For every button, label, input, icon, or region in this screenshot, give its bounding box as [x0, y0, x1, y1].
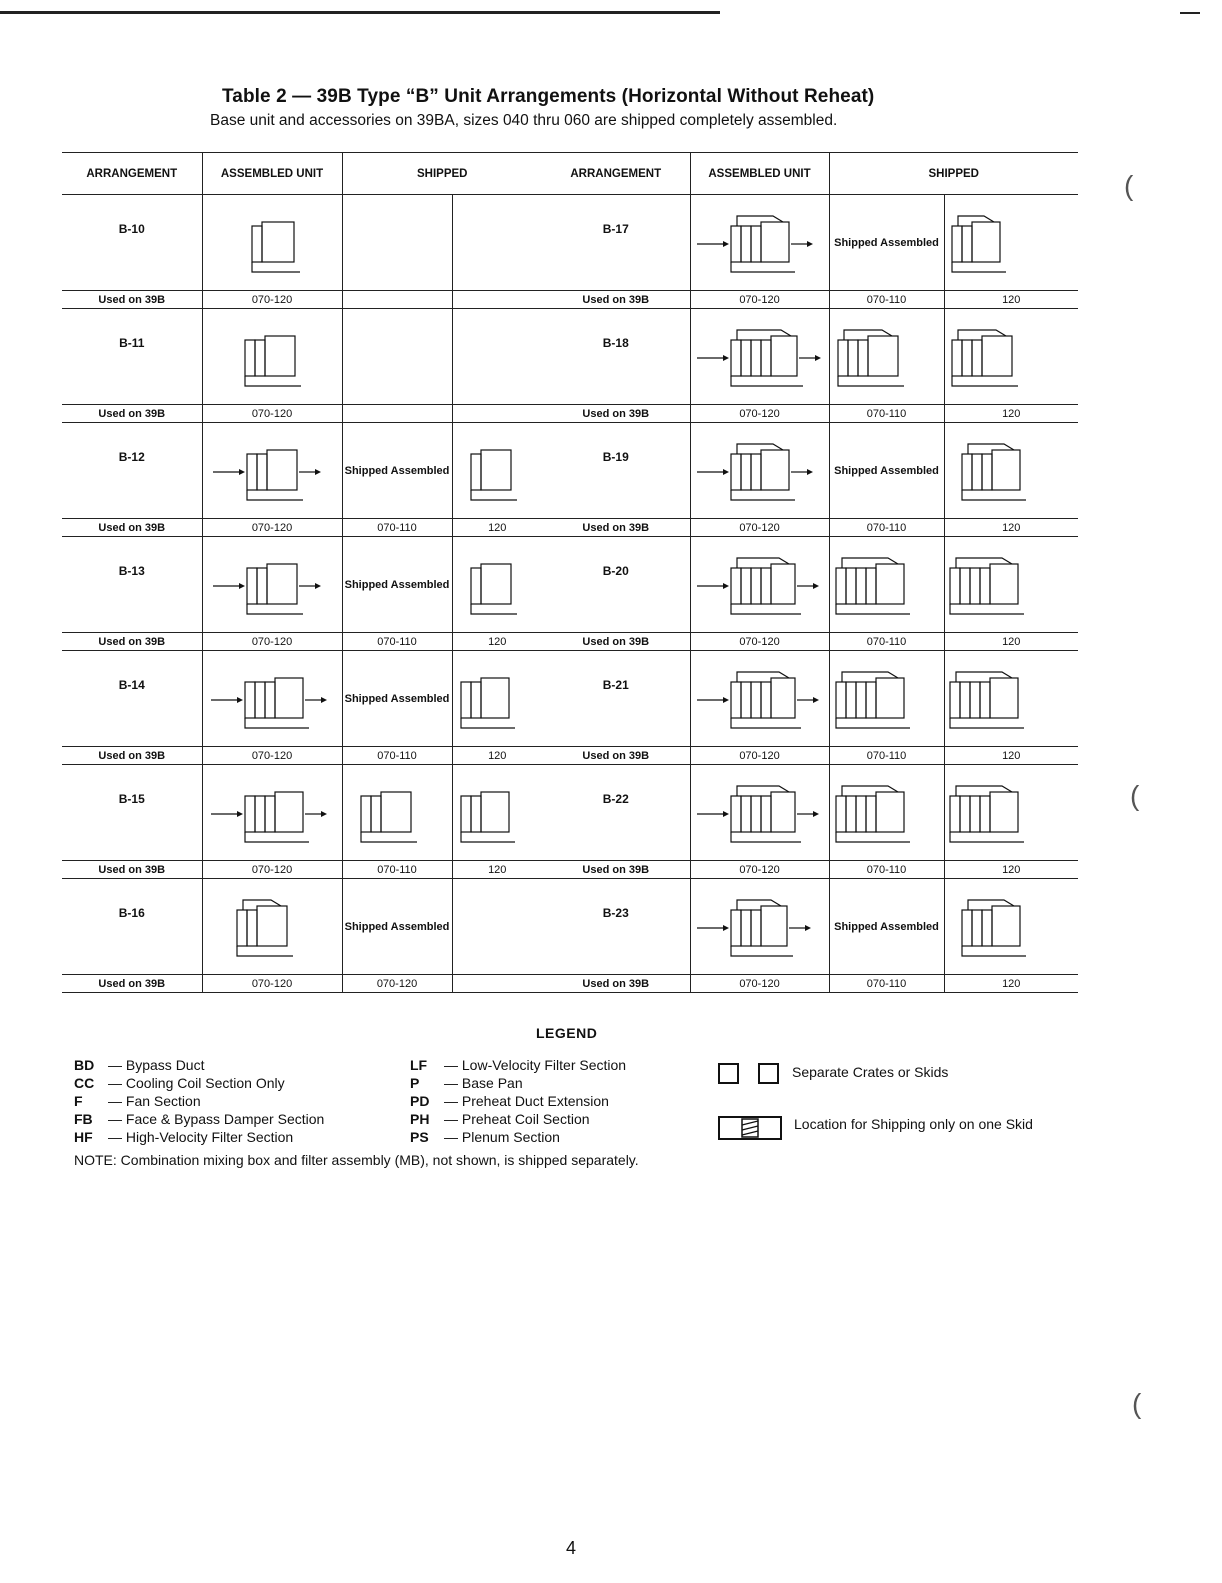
arrangement-code: B-21 [602, 677, 629, 692]
shipped-range-2: 120 [944, 975, 1078, 993]
assembled-range: 070-120 [690, 519, 829, 537]
arrangement-code-cell [542, 309, 690, 405]
arrangement-code: B-23 [602, 905, 629, 920]
legend-description: — High-Velocity Filter Section [108, 1129, 294, 1145]
arrangement-code: B-14 [118, 677, 145, 692]
arrangement-code-cell [62, 879, 202, 975]
arrangement-code: B-13 [118, 563, 145, 578]
used-on-row [62, 405, 542, 423]
arrangement-code: B-15 [118, 791, 145, 806]
shipped-range-1: 070-110 [342, 861, 452, 879]
header-shipped: SHIPPED [342, 153, 542, 195]
header-assembled-unit: ASSEMBLED UNIT [202, 153, 342, 195]
assembled-range: 070-120 [690, 975, 829, 993]
shipped-assembled-note: Shipped Assembled [344, 464, 450, 477]
shipped-cell-1 [342, 879, 452, 975]
shipped-range-1: 070-110 [829, 291, 944, 309]
legend-item [74, 1056, 324, 1074]
assembled-unit-diagram-cell [690, 537, 829, 633]
assembled-unit-diagram-cell [690, 309, 829, 405]
separate-crates-label: Separate Crates or Skids [792, 1064, 949, 1080]
legend-item [74, 1092, 324, 1110]
header-arrangement: ARRANGEMENT [542, 153, 690, 195]
arrangement-diagram-row [542, 537, 1078, 633]
unit-schematic-diagram [207, 432, 337, 510]
unit-schematic-diagram [946, 204, 1076, 282]
shipped-range-2: 120 [452, 519, 542, 537]
shipped-assembled-note: Shipped Assembled [344, 578, 450, 591]
unit-schematic-diagram [207, 204, 337, 282]
assembled-unit-diagram-cell [690, 423, 829, 519]
arrangement-code: B-11 [119, 335, 145, 350]
legend-description: — Fan Section [108, 1093, 201, 1109]
legend-column-1 [74, 1056, 324, 1146]
shipped-assembled-note: Shipped Assembled [344, 692, 450, 705]
assembled-unit-diagram-cell [202, 195, 342, 291]
shipped-range-2: 120 [452, 747, 542, 765]
unit-schematic-diagram [695, 432, 825, 510]
shipped-cell-2 [452, 651, 542, 747]
used-on-row [62, 291, 542, 309]
assembled-range: 070-120 [202, 633, 342, 651]
legend-item [74, 1110, 324, 1128]
unit-schematic-diagram [347, 774, 447, 852]
legend-item [410, 1092, 626, 1110]
header-arrangement: ARRANGEMENT [62, 153, 202, 195]
legend-key: PH [410, 1111, 430, 1127]
used-label: Used on 39B [62, 861, 202, 879]
unit-schematic-diagram [207, 546, 337, 624]
unit-schematic-diagram [695, 546, 825, 624]
used-on-row [62, 633, 542, 651]
right-table-body [542, 195, 1078, 993]
unit-schematic-diagram [946, 888, 1076, 966]
shipped-range-2: 120 [452, 861, 542, 879]
shipped-range-2: 120 [452, 633, 542, 651]
legend-description: — Bypass Duct [108, 1057, 205, 1073]
assembled-range: 070-120 [202, 519, 342, 537]
shipped-range-1 [342, 291, 452, 309]
legend-title: LEGEND [536, 1025, 598, 1041]
legend-description: — Plenum Section [444, 1129, 560, 1145]
arrangement-diagram-row [62, 309, 542, 405]
assembled-range: 070-120 [202, 975, 342, 993]
unit-schematic-diagram [832, 318, 942, 396]
assembled-unit-diagram-cell [202, 309, 342, 405]
assembled-range: 070-120 [690, 291, 829, 309]
shipped-cell-2 [452, 537, 542, 633]
shipped-range-2: 120 [944, 405, 1078, 423]
unit-schematic-diagram [946, 432, 1076, 510]
used-label: Used on 39B [542, 405, 690, 423]
used-on-row [542, 405, 1078, 423]
shipped-cell-2 [944, 195, 1078, 291]
legend-key: BD [74, 1057, 95, 1073]
shipped-assembled-note: Shipped Assembled [834, 464, 939, 477]
legend-description: — Cooling Coil Section Only [108, 1075, 285, 1091]
unit-schematic-diagram [207, 318, 337, 396]
shipped-cell-1 [342, 423, 452, 519]
used-label: Used on 39B [62, 291, 202, 309]
shipped-cell-2 [452, 765, 542, 861]
arrangement-code-cell [62, 765, 202, 861]
assembled-unit-diagram-cell [690, 651, 829, 747]
shipped-range-2: 120 [944, 861, 1078, 879]
shipped-range-1: 070-110 [829, 747, 944, 765]
arrangement-diagram-row [62, 423, 542, 519]
shipped-assembled-note: Shipped Assembled [834, 920, 939, 933]
used-label: Used on 39B [62, 633, 202, 651]
arrangement-diagram-row [62, 195, 542, 291]
arrangement-code-cell [62, 651, 202, 747]
legend-item [74, 1074, 324, 1092]
legend-item [74, 1128, 324, 1146]
shipped-range-2 [452, 405, 542, 423]
unit-schematic-diagram [695, 204, 825, 282]
unit-schematic-diagram [207, 660, 337, 738]
arrangement-code-cell [542, 651, 690, 747]
legend-key: P [410, 1075, 420, 1091]
used-label: Used on 39B [542, 633, 690, 651]
legend-key: HF [74, 1129, 93, 1145]
arrangement-diagram-row [62, 537, 542, 633]
shipped-range-1: 070-110 [342, 633, 452, 651]
unit-schematic-diagram [207, 774, 337, 852]
arrangement-code-cell [62, 423, 202, 519]
legend-key: F [74, 1093, 83, 1109]
shipped-assembled-note: Shipped Assembled [834, 236, 939, 249]
arrangement-code-cell [62, 195, 202, 291]
unit-schematic-diagram [457, 660, 537, 738]
shipped-cell-2 [944, 879, 1078, 975]
used-on-row [62, 975, 542, 993]
arrangement-code-cell [542, 537, 690, 633]
legend-column-2 [410, 1056, 626, 1146]
arrangement-diagram-row [542, 195, 1078, 291]
shipped-cell-1 [342, 651, 452, 747]
legend-description: — Preheat Coil Section [444, 1111, 590, 1127]
arrangement-code-cell [542, 879, 690, 975]
legend-key: LF [410, 1057, 428, 1073]
arrangement-diagram-row [62, 651, 542, 747]
shipped-range-2 [452, 291, 542, 309]
used-label: Used on 39B [542, 975, 690, 993]
assembled-range: 070-120 [690, 405, 829, 423]
used-label: Used on 39B [62, 519, 202, 537]
shipped-range-1: 070-110 [829, 405, 944, 423]
unit-schematic-diagram [695, 888, 825, 966]
shipped-cell-2 [944, 309, 1078, 405]
arrangement-table-right [542, 152, 1078, 993]
unit-schematic-diagram [946, 318, 1076, 396]
used-on-row [62, 519, 542, 537]
shipped-cell-1 [342, 537, 452, 633]
arrangement-diagram-row [542, 423, 1078, 519]
punch-hole-mark: ( [1130, 780, 1140, 811]
skid-location-icon [718, 1115, 782, 1141]
assembled-unit-diagram-cell [202, 765, 342, 861]
unit-schematic-diagram [832, 546, 942, 624]
assembled-unit-diagram-cell [202, 423, 342, 519]
unit-schematic-diagram [457, 774, 537, 852]
assembled-unit-diagram-cell [202, 879, 342, 975]
legend-key: PS [410, 1129, 429, 1145]
assembled-range: 070-120 [690, 633, 829, 651]
legend-item [410, 1110, 626, 1128]
shipped-cell-2 [944, 537, 1078, 633]
arrangement-code-cell [542, 765, 690, 861]
unit-schematic-diagram [832, 660, 942, 738]
unit-schematic-diagram [946, 774, 1076, 852]
page-number: 4 [566, 1538, 577, 1558]
legend-item [410, 1074, 626, 1092]
left-table-body [62, 195, 542, 993]
top-rule-fragment [1180, 12, 1200, 14]
arrangement-code-cell [542, 195, 690, 291]
legend-key: PD [410, 1093, 430, 1109]
arrangement-code: B-10 [118, 221, 145, 236]
shipped-cell-1 [829, 195, 944, 291]
assembled-unit-diagram-cell [202, 651, 342, 747]
legend-description: — Low-Velocity Filter Section [444, 1057, 627, 1073]
used-label: Used on 39B [542, 861, 690, 879]
arrangement-code-cell [62, 537, 202, 633]
used-label: Used on 39B [62, 747, 202, 765]
assembled-unit-diagram-cell [202, 537, 342, 633]
legend-item [410, 1128, 626, 1146]
shipped-range-1 [342, 405, 452, 423]
shipped-cell-2 [944, 651, 1078, 747]
assembled-range: 070-120 [690, 747, 829, 765]
arrangement-table-left [62, 152, 542, 993]
top-rule [0, 11, 720, 14]
used-on-row [542, 633, 1078, 651]
separate-crate-icon [758, 1063, 779, 1084]
shipped-range-1: 070-110 [829, 519, 944, 537]
arrangement-diagram-row [62, 879, 542, 975]
shipped-cell-1 [829, 309, 944, 405]
shipped-range-2: 120 [944, 291, 1078, 309]
shipped-range-1: 070-110 [342, 747, 452, 765]
used-label: Used on 39B [542, 747, 690, 765]
shipped-range-1: 070-110 [829, 975, 944, 993]
assembled-unit-diagram-cell [690, 195, 829, 291]
header-shipped: SHIPPED [829, 153, 1078, 195]
unit-schematic-diagram [946, 660, 1076, 738]
used-on-row [542, 291, 1078, 309]
shipped-cell-2 [944, 423, 1078, 519]
shipped-cell-1 [342, 309, 452, 405]
unit-schematic-diagram [207, 888, 337, 966]
arrangement-code: B-19 [602, 449, 629, 464]
used-label: Used on 39B [542, 519, 690, 537]
shipped-range-1: 070-110 [829, 633, 944, 651]
used-on-row [542, 861, 1078, 879]
assembled-range: 070-120 [202, 747, 342, 765]
shipped-cell-1 [342, 765, 452, 861]
unit-schematic-diagram [695, 318, 825, 396]
legend-key: FB [74, 1111, 93, 1127]
unit-schematic-diagram [832, 774, 942, 852]
assembled-range: 070-120 [690, 861, 829, 879]
assembled-range: 070-120 [202, 405, 342, 423]
shipped-cell-1 [829, 879, 944, 975]
shipped-cell-1 [342, 195, 452, 291]
arrangement-code: B-20 [602, 563, 629, 578]
footnote: NOTE: Combination mixing box and filter assembly (MB), not shown, is shipped separately. [74, 1152, 639, 1168]
header-assembled-unit: ASSEMBLED UNIT [690, 153, 829, 195]
unit-schematic-diagram [695, 774, 825, 852]
left-table [62, 152, 542, 993]
used-on-row [62, 861, 542, 879]
arrangement-code-cell [62, 309, 202, 405]
legend-key: CC [74, 1075, 95, 1091]
arrangement-code-cell [542, 423, 690, 519]
arrangement-diagram-row [542, 309, 1078, 405]
used-on-row [542, 747, 1078, 765]
shipped-range-1: 070-110 [342, 519, 452, 537]
shipped-cell-2 [452, 423, 542, 519]
legend-description: — Face & Bypass Damper Section [108, 1111, 325, 1127]
shipped-cell-1 [829, 423, 944, 519]
legend-item [410, 1056, 626, 1074]
assembled-unit-diagram-cell [690, 879, 829, 975]
table-title: Table 2 — 39B Type “B” Unit Arrangements (Horizontal Without Reheat) [222, 86, 875, 107]
shipped-range-1: 070-110 [829, 861, 944, 879]
used-label: Used on 39B [62, 975, 202, 993]
shipped-range-2: 120 [944, 519, 1078, 537]
shipped-range-2 [452, 975, 542, 993]
shipped-cell-1 [829, 765, 944, 861]
shipped-cell-2 [452, 309, 542, 405]
arrangement-diagram-row [542, 651, 1078, 747]
used-on-row [542, 975, 1078, 993]
shipped-cell-2 [452, 879, 542, 975]
shipped-cell-2 [944, 765, 1078, 861]
unit-schematic-diagram [695, 660, 825, 738]
legend-description: — Preheat Duct Extension [444, 1093, 609, 1109]
legend-description: — Base Pan [444, 1075, 523, 1091]
shipped-range-2: 120 [944, 747, 1078, 765]
separate-crate-icon [718, 1063, 739, 1084]
shipped-range-1: 070-120 [342, 975, 452, 993]
arrangement-diagram-row [62, 765, 542, 861]
unit-schematic-diagram [946, 546, 1076, 624]
shipped-assembled-note: Shipped Assembled [344, 920, 450, 933]
used-label: Used on 39B [542, 291, 690, 309]
unit-schematic-diagram [457, 432, 537, 510]
arrangement-diagram-row [542, 765, 1078, 861]
shipped-cell-1 [829, 537, 944, 633]
assembled-unit-diagram-cell [690, 765, 829, 861]
arrangement-code: B-16 [118, 905, 145, 920]
arrangement-diagram-row [542, 879, 1078, 975]
punch-hole-mark: ( [1124, 170, 1134, 201]
arrangement-code: B-18 [602, 335, 629, 350]
used-on-row [542, 519, 1078, 537]
shipped-range-2: 120 [944, 633, 1078, 651]
shipped-cell-1 [829, 651, 944, 747]
unit-schematic-diagram [457, 546, 537, 624]
assembled-range: 070-120 [202, 861, 342, 879]
table-subtitle: Base unit and accessories on 39BA, sizes 040 thru 060 are shipped completely assembled. [210, 112, 838, 129]
arrangement-code: B-17 [602, 221, 629, 236]
used-label: Used on 39B [62, 405, 202, 423]
arrangement-code: B-12 [118, 449, 145, 464]
right-table [542, 152, 1078, 993]
used-on-row [62, 747, 542, 765]
punch-hole-mark: ( [1132, 1388, 1142, 1419]
arrangement-code: B-22 [602, 791, 629, 806]
assembled-range: 070-120 [202, 291, 342, 309]
shipped-cell-2 [452, 195, 542, 291]
skid-location-label: Location for Shipping only on one Skid [794, 1116, 1033, 1132]
